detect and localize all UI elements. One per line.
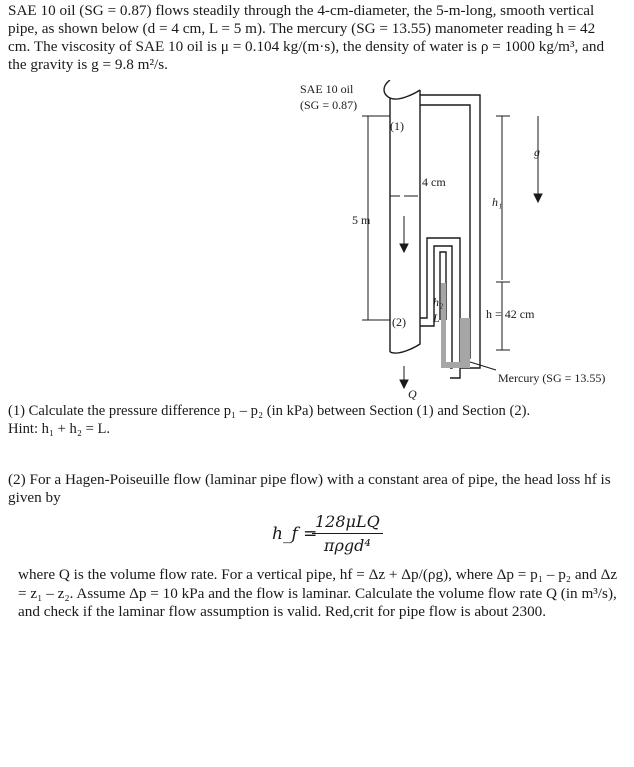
length-label: 5 m bbox=[352, 213, 371, 227]
h1-label: h₁ bbox=[492, 195, 503, 209]
h2-label: h₂ bbox=[433, 295, 444, 309]
pipe-top-break bbox=[390, 90, 420, 99]
equation-denominator: πρgd⁴ bbox=[323, 536, 371, 555]
Q-label: Q bbox=[408, 387, 417, 400]
part2-question-cont: given by bbox=[8, 489, 61, 506]
section1-label: (1) bbox=[390, 119, 404, 133]
part1-question: (1) Calculate the pressure difference p₁ – p₂ (in kPa) between Section (1) and Section (2). bbox=[8, 403, 531, 419]
intro-line: the gravity is g = 9.8 m²/s. bbox=[8, 56, 168, 73]
problem-statement bbox=[8, 2, 628, 74]
intro-line: cm. The viscosity of SAE 10 oil is μ = 0.104 kg/(m·s), the density of water is ρ = 1000 kg/m³, and bbox=[8, 38, 605, 55]
mercury-label: Mercury (SG = 13.55) bbox=[498, 371, 606, 385]
hagen-poiseuille-equation bbox=[272, 512, 402, 560]
intro-line: SAE 10 oil (SG = 0.87) flows steadily through the 4-cm-diameter, the 5-m-long, smooth vertical bbox=[8, 2, 595, 19]
part2-line: and check if the laminar flow assumption is valid. Red,crit for pipe flow is about 2300. bbox=[18, 603, 547, 620]
oil-label-line1: SAE 10 oil bbox=[300, 82, 354, 96]
part2-question: (2) For a Hagen-Poiseuille flow (laminar pipe flow) with a constant area of pipe, the head loss hf is bbox=[8, 471, 611, 488]
equation-fraction bbox=[312, 512, 383, 555]
section2-label: (2) bbox=[392, 315, 406, 329]
part1-hint: Hint: h₁ + h₂ = L. bbox=[8, 421, 111, 437]
part2-intro bbox=[8, 471, 628, 507]
g-label: g bbox=[534, 145, 540, 159]
pipe-manometer-diagram bbox=[290, 80, 630, 400]
upper-tap bbox=[420, 95, 480, 368]
fraction-bar bbox=[312, 533, 383, 534]
h-label: h = 42 cm bbox=[486, 307, 535, 321]
part2-line: where Q is the volume flow rate. For a vertical pipe, hf = Δz + Δp/(ρg), where Δp = p₁ – p₂ and Δz bbox=[18, 566, 618, 583]
intro-line: pipe, as shown below (d = 4 cm, L = 5 m). The mercury (SG = 13.55) manometer reading h = 42 bbox=[8, 20, 596, 37]
oil-label-line2: (SG = 0.87) bbox=[300, 98, 358, 112]
mercury-leader bbox=[470, 362, 496, 370]
L-label: L bbox=[433, 311, 440, 325]
part2-body bbox=[18, 566, 630, 622]
equation-numerator: 128μLQ bbox=[315, 512, 380, 531]
diameter-label: 4 cm bbox=[422, 175, 446, 189]
part2-line: = z₁ – z₂. Assume Δp = 10 kPa and the flow is laminar. Calculate the volume flow rate Q (in m³/s), bbox=[18, 584, 617, 602]
equation-lhs: h_f = bbox=[272, 524, 318, 544]
mercury-fill bbox=[441, 283, 470, 368]
part1 bbox=[8, 402, 628, 438]
